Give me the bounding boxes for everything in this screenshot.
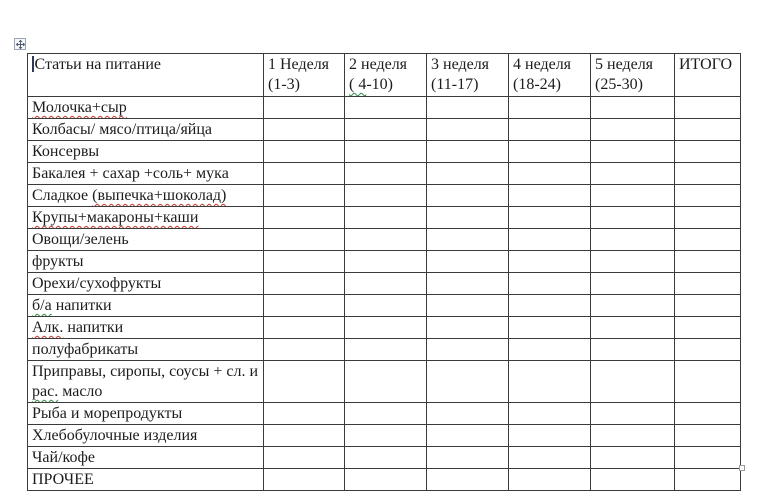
amount-cell[interactable] [427,229,509,251]
amount-cell[interactable] [509,141,591,163]
amount-cell[interactable] [591,97,675,119]
table-row [28,317,741,339]
amount-cell[interactable] [264,447,345,469]
amount-cell[interactable] [675,425,741,447]
amount-cell[interactable] [675,207,741,229]
week-label: 3 неделя [431,56,490,73]
week-range-text: (1-3) [268,76,300,93]
amount-cell[interactable] [427,119,509,141]
row-label-marked: б/а [32,297,52,314]
week-range-text: -10) [366,76,393,93]
amount-cell[interactable] [675,361,741,403]
amount-cell[interactable] [591,273,675,295]
amount-cell[interactable] [509,185,591,207]
row-label-marked: Крупы+макароны+каши [32,209,199,226]
amount-cell[interactable] [427,425,509,447]
amount-cell[interactable] [675,403,741,425]
table-row [28,295,741,317]
amount-cell[interactable] [264,273,345,295]
row-label-text: Чай/кофе [32,449,95,466]
row-label-cell[interactable] [28,339,264,361]
row-label-cell[interactable] [28,403,264,425]
header-row [28,54,741,97]
amount-cell[interactable] [675,469,741,491]
row-label-text: Консервы [32,143,100,160]
header-cell-week-4[interactable] [509,54,591,97]
table-row [28,251,741,273]
row-label-text: Рыба и морепродукты [32,405,183,422]
table-move-handle[interactable] [14,38,26,50]
amount-cell[interactable] [509,97,591,119]
amount-cell[interactable] [427,339,509,361]
amount-cell[interactable] [509,119,591,141]
amount-cell[interactable] [591,425,675,447]
week-range-text: (18-24) [513,76,561,93]
amount-cell[interactable] [591,403,675,425]
row-label-cell[interactable] [28,119,264,141]
header-cell-total[interactable] [675,54,741,97]
week-label: 1 Неделя [268,56,330,73]
table-row [28,185,741,207]
week-range [268,75,342,95]
row-label-marked: (выпечка+шоколад) [92,187,227,204]
row-label-text: полуфабрикаты [32,341,139,358]
row-label-text: ПРОЧЕЕ [32,471,94,488]
table-row [28,141,741,163]
row-label-cell[interactable] [28,317,264,339]
row-label-text: Бакалея + сахар +соль+ мука [32,165,229,182]
amount-cell[interactable] [591,119,675,141]
amount-cell[interactable] [591,447,675,469]
row-label-marked: рас. [32,383,59,400]
amount-cell[interactable] [264,119,345,141]
table-row [28,339,741,361]
week-range [431,75,506,95]
amount-cell[interactable] [264,361,345,403]
amount-cell[interactable] [345,207,427,229]
amount-cell[interactable] [509,207,591,229]
amount-cell[interactable] [591,207,675,229]
amount-cell[interactable] [427,141,509,163]
row-label-text: напитки [51,297,112,314]
row-label-cell[interactable] [28,295,264,317]
amount-cell[interactable] [427,163,509,185]
row-label-text: фрукты [32,253,84,270]
amount-cell[interactable] [675,317,741,339]
amount-cell[interactable] [591,141,675,163]
amount-cell[interactable] [509,361,591,403]
amount-cell[interactable] [427,185,509,207]
table-row [28,403,741,425]
amount-cell[interactable] [264,425,345,447]
week-range [595,75,672,95]
amount-cell[interactable] [675,119,741,141]
row-label-text: Овощи/зелень [32,231,129,248]
amount-cell[interactable] [675,339,741,361]
amount-cell[interactable] [591,339,675,361]
table-row [28,97,741,119]
amount-cell[interactable] [427,273,509,295]
amount-cell[interactable] [345,317,427,339]
amount-cell[interactable] [345,447,427,469]
row-label-cell[interactable] [28,425,264,447]
header-cell-week-2[interactable] [345,54,427,97]
amount-cell[interactable] [675,251,741,273]
amount-cell[interactable] [264,97,345,119]
header-items-label: Статьи на питание [34,56,161,73]
amount-cell[interactable] [264,469,345,491]
week-range [349,75,424,95]
week-label: 4 неделя [513,56,572,73]
table-row [28,229,741,251]
row-label-marked: Алк. [32,319,64,336]
amount-cell[interactable] [345,141,427,163]
amount-cell[interactable] [345,295,427,317]
amount-cell[interactable] [509,163,591,185]
amount-cell[interactable] [509,447,591,469]
amount-cell[interactable] [264,251,345,273]
amount-cell[interactable] [427,317,509,339]
move-cross-icon [16,40,25,49]
amount-cell[interactable] [675,447,741,469]
table-row [28,207,741,229]
amount-cell[interactable] [427,207,509,229]
table-row [28,163,741,185]
week-label: 2 неделя [349,56,408,73]
week-range-marked: ( 4 [349,76,367,93]
row-label-cell[interactable] [28,361,264,403]
amount-cell[interactable] [427,295,509,317]
amount-cell[interactable] [675,163,741,185]
amount-cell[interactable] [345,403,427,425]
row-label-marked: Молочка+сыр [32,99,127,116]
row-label-cell[interactable] [28,141,264,163]
table-row [28,469,741,491]
amount-cell[interactable] [264,207,345,229]
table-row [28,119,741,141]
amount-cell[interactable] [264,185,345,207]
total-label: ИТОГО [679,56,733,73]
amount-cell[interactable] [345,361,427,403]
amount-cell[interactable] [591,295,675,317]
amount-cell[interactable] [591,317,675,339]
amount-cell[interactable] [591,163,675,185]
amount-cell[interactable] [591,251,675,273]
amount-cell[interactable] [509,295,591,317]
amount-cell[interactable] [345,185,427,207]
amount-cell[interactable] [509,229,591,251]
amount-cell[interactable] [509,273,591,295]
header-cell-week-3[interactable] [427,54,509,97]
table-row [28,273,741,295]
table-row [28,447,741,469]
amount-cell[interactable] [675,295,741,317]
week-range-text: (25-30) [595,76,643,93]
amount-cell[interactable] [345,273,427,295]
row-label-cell[interactable] [28,273,264,295]
week-range-text: (11-17) [431,76,479,93]
amount-cell[interactable] [345,425,427,447]
amount-cell[interactable] [345,163,427,185]
table-row [28,425,741,447]
amount-cell[interactable] [427,469,509,491]
amount-cell[interactable] [675,273,741,295]
row-label-cell[interactable] [28,97,264,119]
amount-cell[interactable] [264,229,345,251]
amount-cell[interactable] [675,185,741,207]
amount-cell[interactable] [509,469,591,491]
row-label-text: Колбасы/ мясо/птица/яйца [32,121,213,138]
amount-cell[interactable] [264,295,345,317]
amount-cell[interactable] [591,469,675,491]
row-label-cell[interactable] [28,251,264,273]
table-row [28,361,741,403]
text-cursor [32,56,34,72]
amount-cell[interactable] [509,251,591,273]
amount-cell[interactable] [345,119,427,141]
row-label-cell[interactable] [28,163,264,185]
amount-cell[interactable] [427,361,509,403]
row-label-cell[interactable] [28,207,264,229]
food-budget-table [27,53,741,491]
header-cell-week-5[interactable] [591,54,675,97]
amount-cell[interactable] [675,141,741,163]
amount-cell[interactable] [427,447,509,469]
row-label-text: напитки [63,319,124,336]
row-label-cell[interactable] [28,229,264,251]
amount-cell[interactable] [591,361,675,403]
amount-cell[interactable] [345,469,427,491]
week-label: 5 неделя [595,56,654,73]
row-label-cell[interactable] [28,185,264,207]
header-cell-items[interactable] [28,54,264,97]
amount-cell[interactable] [345,97,427,119]
amount-cell[interactable] [509,403,591,425]
table-resize-handle[interactable] [739,465,745,471]
row-label-text: Сладкое [32,187,93,204]
amount-cell[interactable] [264,141,345,163]
amount-cell[interactable] [427,251,509,273]
amount-cell[interactable] [427,403,509,425]
amount-cell[interactable] [675,97,741,119]
row-label-cell[interactable] [28,469,264,491]
amount-cell[interactable] [509,317,591,339]
row-label-text: Приправы, сиропы, соусы + сл. и [32,363,259,380]
amount-cell[interactable] [675,229,741,251]
row-label-cell[interactable] [28,447,264,469]
amount-cell[interactable] [509,425,591,447]
amount-cell[interactable] [345,339,427,361]
amount-cell[interactable] [345,251,427,273]
amount-cell[interactable] [591,185,675,207]
row-label-text: Орехи/сухофрукты [32,275,162,292]
amount-cell[interactable] [345,229,427,251]
amount-cell[interactable] [264,403,345,425]
row-label-text: Хлебобулочные изделия [32,427,198,444]
amount-cell[interactable] [264,317,345,339]
amount-cell[interactable] [264,339,345,361]
amount-cell[interactable] [591,229,675,251]
amount-cell[interactable] [427,97,509,119]
amount-cell[interactable] [264,163,345,185]
amount-cell[interactable] [509,339,591,361]
row-label-text: масло [58,383,103,400]
header-cell-week-1[interactable] [264,54,345,97]
week-range [513,75,588,95]
